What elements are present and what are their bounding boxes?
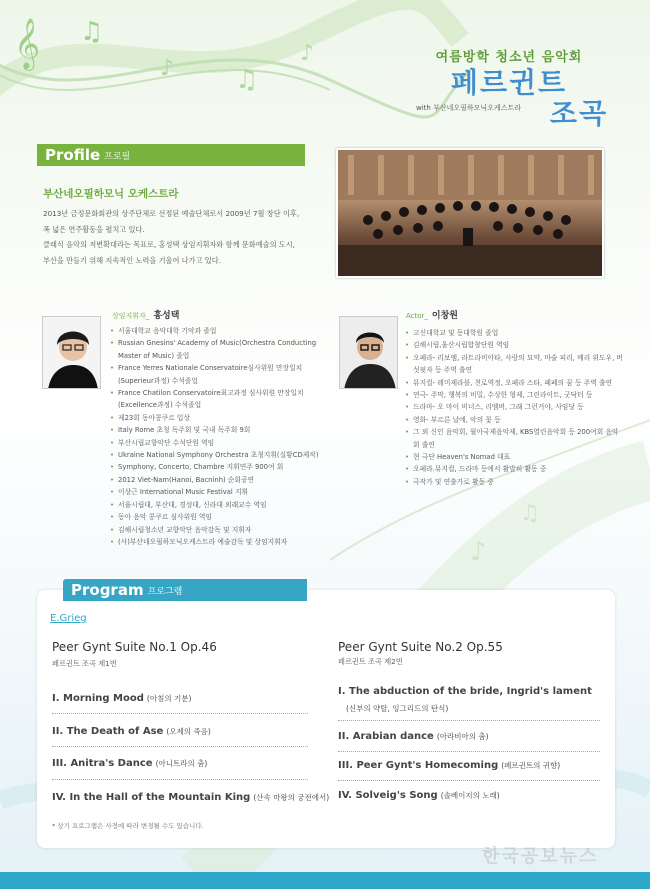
movement-korean: (오제의 죽음) xyxy=(166,727,211,736)
suite1-movement xyxy=(52,693,191,704)
list-item: • Russian Gnesins' Academy of Music(Orchestra Conducting Master of Music) 졸업 xyxy=(110,337,330,362)
list-item: • Italy Rome 초청 독주회 및 국내 독주회 9회 xyxy=(110,424,330,436)
list-item: • France Yerres Nationale Conservatoire심사위원 만장일치 (Superieur과정) 수석졸업 xyxy=(110,362,330,387)
list-item: • 드라마- 오 마이 비너스, 리멤버, 그래 그런거야, 사임당 등 xyxy=(405,401,625,413)
orchestra-name: 부산네오필하모닉 오케스트라 xyxy=(43,188,179,200)
movement-korean: (아침의 기분) xyxy=(146,694,192,703)
svg-text:♫: ♫ xyxy=(80,17,104,47)
svg-text:♫: ♫ xyxy=(520,501,540,526)
conductor-heading xyxy=(112,308,179,321)
movement-title: II. Arabian dance xyxy=(338,731,434,742)
bottom-bar xyxy=(0,872,650,889)
concert-title-block xyxy=(404,46,614,129)
list-item: • 연극- 주막, 행복의 비밀, 수상한 형제, 그린라이트, 굿닥터 등 xyxy=(405,389,625,401)
divider xyxy=(338,751,600,752)
list-item: • 김해시립청소년 교향악단 음악감독 및 지휘자 xyxy=(110,524,330,536)
suite2-movement xyxy=(338,686,592,697)
svg-text:♫: ♫ xyxy=(235,65,259,95)
program-tab-en: Program xyxy=(71,581,144,599)
concert-title-line2: 조곡 xyxy=(549,97,608,130)
divider xyxy=(52,713,308,714)
svg-text:♪: ♪ xyxy=(470,537,487,567)
program-panel xyxy=(37,590,615,848)
list-item: • Symphony, Concerto, Chambre 지휘연주 900여 회 xyxy=(110,461,330,473)
list-item: • (사)부산네오필하모닉오케스트라 예술감독 및 상임지휘자 xyxy=(110,536,330,548)
movement-korean: (페르귄트의 귀향) xyxy=(501,761,561,770)
movement-korean: (아라비아의 춤) xyxy=(436,732,489,741)
list-item: • 동아 음악 콩쿠르 심사위원 역임 xyxy=(110,511,330,523)
profile-section-tab xyxy=(37,144,305,166)
list-item: • 제23회 동아콩쿠르 입상 xyxy=(110,412,330,424)
concert-subtitle: 여름방학 청소년 음악회 xyxy=(435,50,583,65)
movement-korean: (솔베이지의 노래) xyxy=(440,791,500,800)
conductor-photo xyxy=(42,316,101,389)
list-item: • 서울시립대, 부산대, 경성대, 신라대 외래교수 역임 xyxy=(110,499,330,511)
composer-name: E.Grieg xyxy=(50,613,87,624)
list-item: • France Chatilon Conservatoire최고과정 심사위원 만장일치 (Excellence과정) 수석졸업 xyxy=(110,387,330,412)
list-item: • 그 외 신인 음악회, 월아국제음악제, KBS열린음악회 등 200여회 음악회 출연 xyxy=(405,426,625,451)
orchestra-description-line: 폭 넓은 연주활동을 펼치고 있다. xyxy=(43,224,145,234)
svg-text:♪: ♪ xyxy=(300,41,315,66)
orchestra-description-line: 2013년 금정문화회관의 상주단체로 선정된 예술단체로서 2009년 7월 창단 이후, xyxy=(43,209,300,218)
actor-career-list xyxy=(405,327,625,488)
list-item: • Ukraine National Symphony Orchestra 초청지휘(실황CD제작) xyxy=(110,449,330,461)
list-item: • 극작가 및 연출가로 활동 중 xyxy=(405,476,625,488)
orchestra-description xyxy=(43,206,328,268)
movement-korean: (산속 마왕의 궁전에서) xyxy=(253,793,330,802)
actor-role: Actor_ xyxy=(406,312,428,320)
movement-title: II. The Death of Ase xyxy=(52,726,164,737)
suite1-movement xyxy=(52,792,329,803)
suite1-subtitle: 페르귄트 조곡 제1번 xyxy=(52,659,117,668)
svg-text:𝄞: 𝄞 xyxy=(14,18,41,69)
profile-tab-en: Profile xyxy=(45,146,101,164)
list-item: • 서울대학교 음악대학 기악과 졸업 xyxy=(110,325,330,337)
list-item: • 김해시립,울산시립합창단원 역임 xyxy=(405,339,625,351)
suite1-title: Peer Gynt Suite No.1 Op.46 xyxy=(52,640,217,654)
divider xyxy=(338,780,600,781)
orchestra-description-line: 부산을 만들기 위해 지속적인 노력을 기울여 나가고 있다. xyxy=(43,255,221,265)
movement-korean: (아니트라의 춤) xyxy=(155,759,208,768)
movement-title: III. Anitra's Dance xyxy=(52,758,153,769)
movement-title: I. Morning Mood xyxy=(52,693,144,704)
list-item: • 현 극단 Heaven's Nomad 대표 xyxy=(405,451,625,463)
conductor-name: 홍성택 xyxy=(153,311,180,321)
movement-title: IV. In the Hall of the Mountain King xyxy=(52,792,251,803)
suite1-movement xyxy=(52,758,207,769)
actor-photo xyxy=(339,316,398,389)
orchestra-description-line: 클래식 음악의 저변확대라는 목표로, 홍성택 상임지휘자와 함께 문화예술의 도시, xyxy=(43,240,295,249)
list-item: • 영화- 부르른 날에, 악의 꽃 등 xyxy=(405,414,625,426)
list-item: • 고신대학교 및 동대학원 졸업 xyxy=(405,327,625,339)
orchestra-photo xyxy=(336,148,604,278)
program-section-tab xyxy=(63,579,307,601)
suite1-movement xyxy=(52,726,211,737)
movement-title: I. The abduction of the bride, Ingrid's lament xyxy=(338,686,592,697)
divider xyxy=(52,746,308,747)
program-footnote: * 상기 프로그램은 사정에 따라 변경될 수도 있습니다. xyxy=(52,822,204,830)
actor-name: 이창원 xyxy=(431,311,459,321)
movement-title: IV. Solveig's Song xyxy=(338,790,438,801)
profile-tab-ko: 프로필 xyxy=(104,151,131,162)
suite2-movement xyxy=(338,760,560,771)
divider xyxy=(52,779,308,780)
concert-title-line1: 페르귄트 xyxy=(450,66,568,99)
list-item: • 부산시립교향악단 수석단원 역임 xyxy=(110,437,330,449)
suite2-title: Peer Gynt Suite No.2 Op.55 xyxy=(338,640,503,654)
list-item: • 오페라- 리보엠, 라트라비아타, 사랑의 묘약, 마술 피리, 메리 위도우, 버섯핏자 등 주역 출연 xyxy=(405,352,625,377)
list-item: • 이상근 International Music Festival 지휘 xyxy=(110,486,330,498)
conductor-career-list xyxy=(110,325,330,548)
list-item: • 뮤지컬- 레미제라블, 천로역정, 오페라 스타, 페페의 꿈 등 주역 출연 xyxy=(405,377,625,389)
list-item: • 오페라.뮤지컬, 드라마 등에서 활발히 활동 중 xyxy=(405,463,625,475)
movement-title: III. Peer Gynt's Homecoming xyxy=(338,760,499,771)
conductor-role: 상임지휘자_ xyxy=(112,312,150,320)
suite2-subtitle: 페르귄트 조곡 제2번 xyxy=(338,657,403,666)
presenter-label: with 부산네오필하모닉오케스트라 xyxy=(416,104,521,112)
svg-text:♪: ♪ xyxy=(160,56,175,81)
movement-korean: (신부의 약탈, 잉그리드의 탄식) xyxy=(346,704,449,713)
divider xyxy=(338,720,600,721)
watermark-text: 한국공보뉴스 xyxy=(482,846,599,867)
actor-heading xyxy=(406,308,458,321)
suite2-movement xyxy=(338,790,500,801)
program-tab-ko: 프로그램 xyxy=(147,586,183,597)
list-item: • 2012 Viet-Nam(Hanoi, Bacninh) 순회공연 xyxy=(110,474,330,486)
suite2-movement xyxy=(338,731,489,742)
